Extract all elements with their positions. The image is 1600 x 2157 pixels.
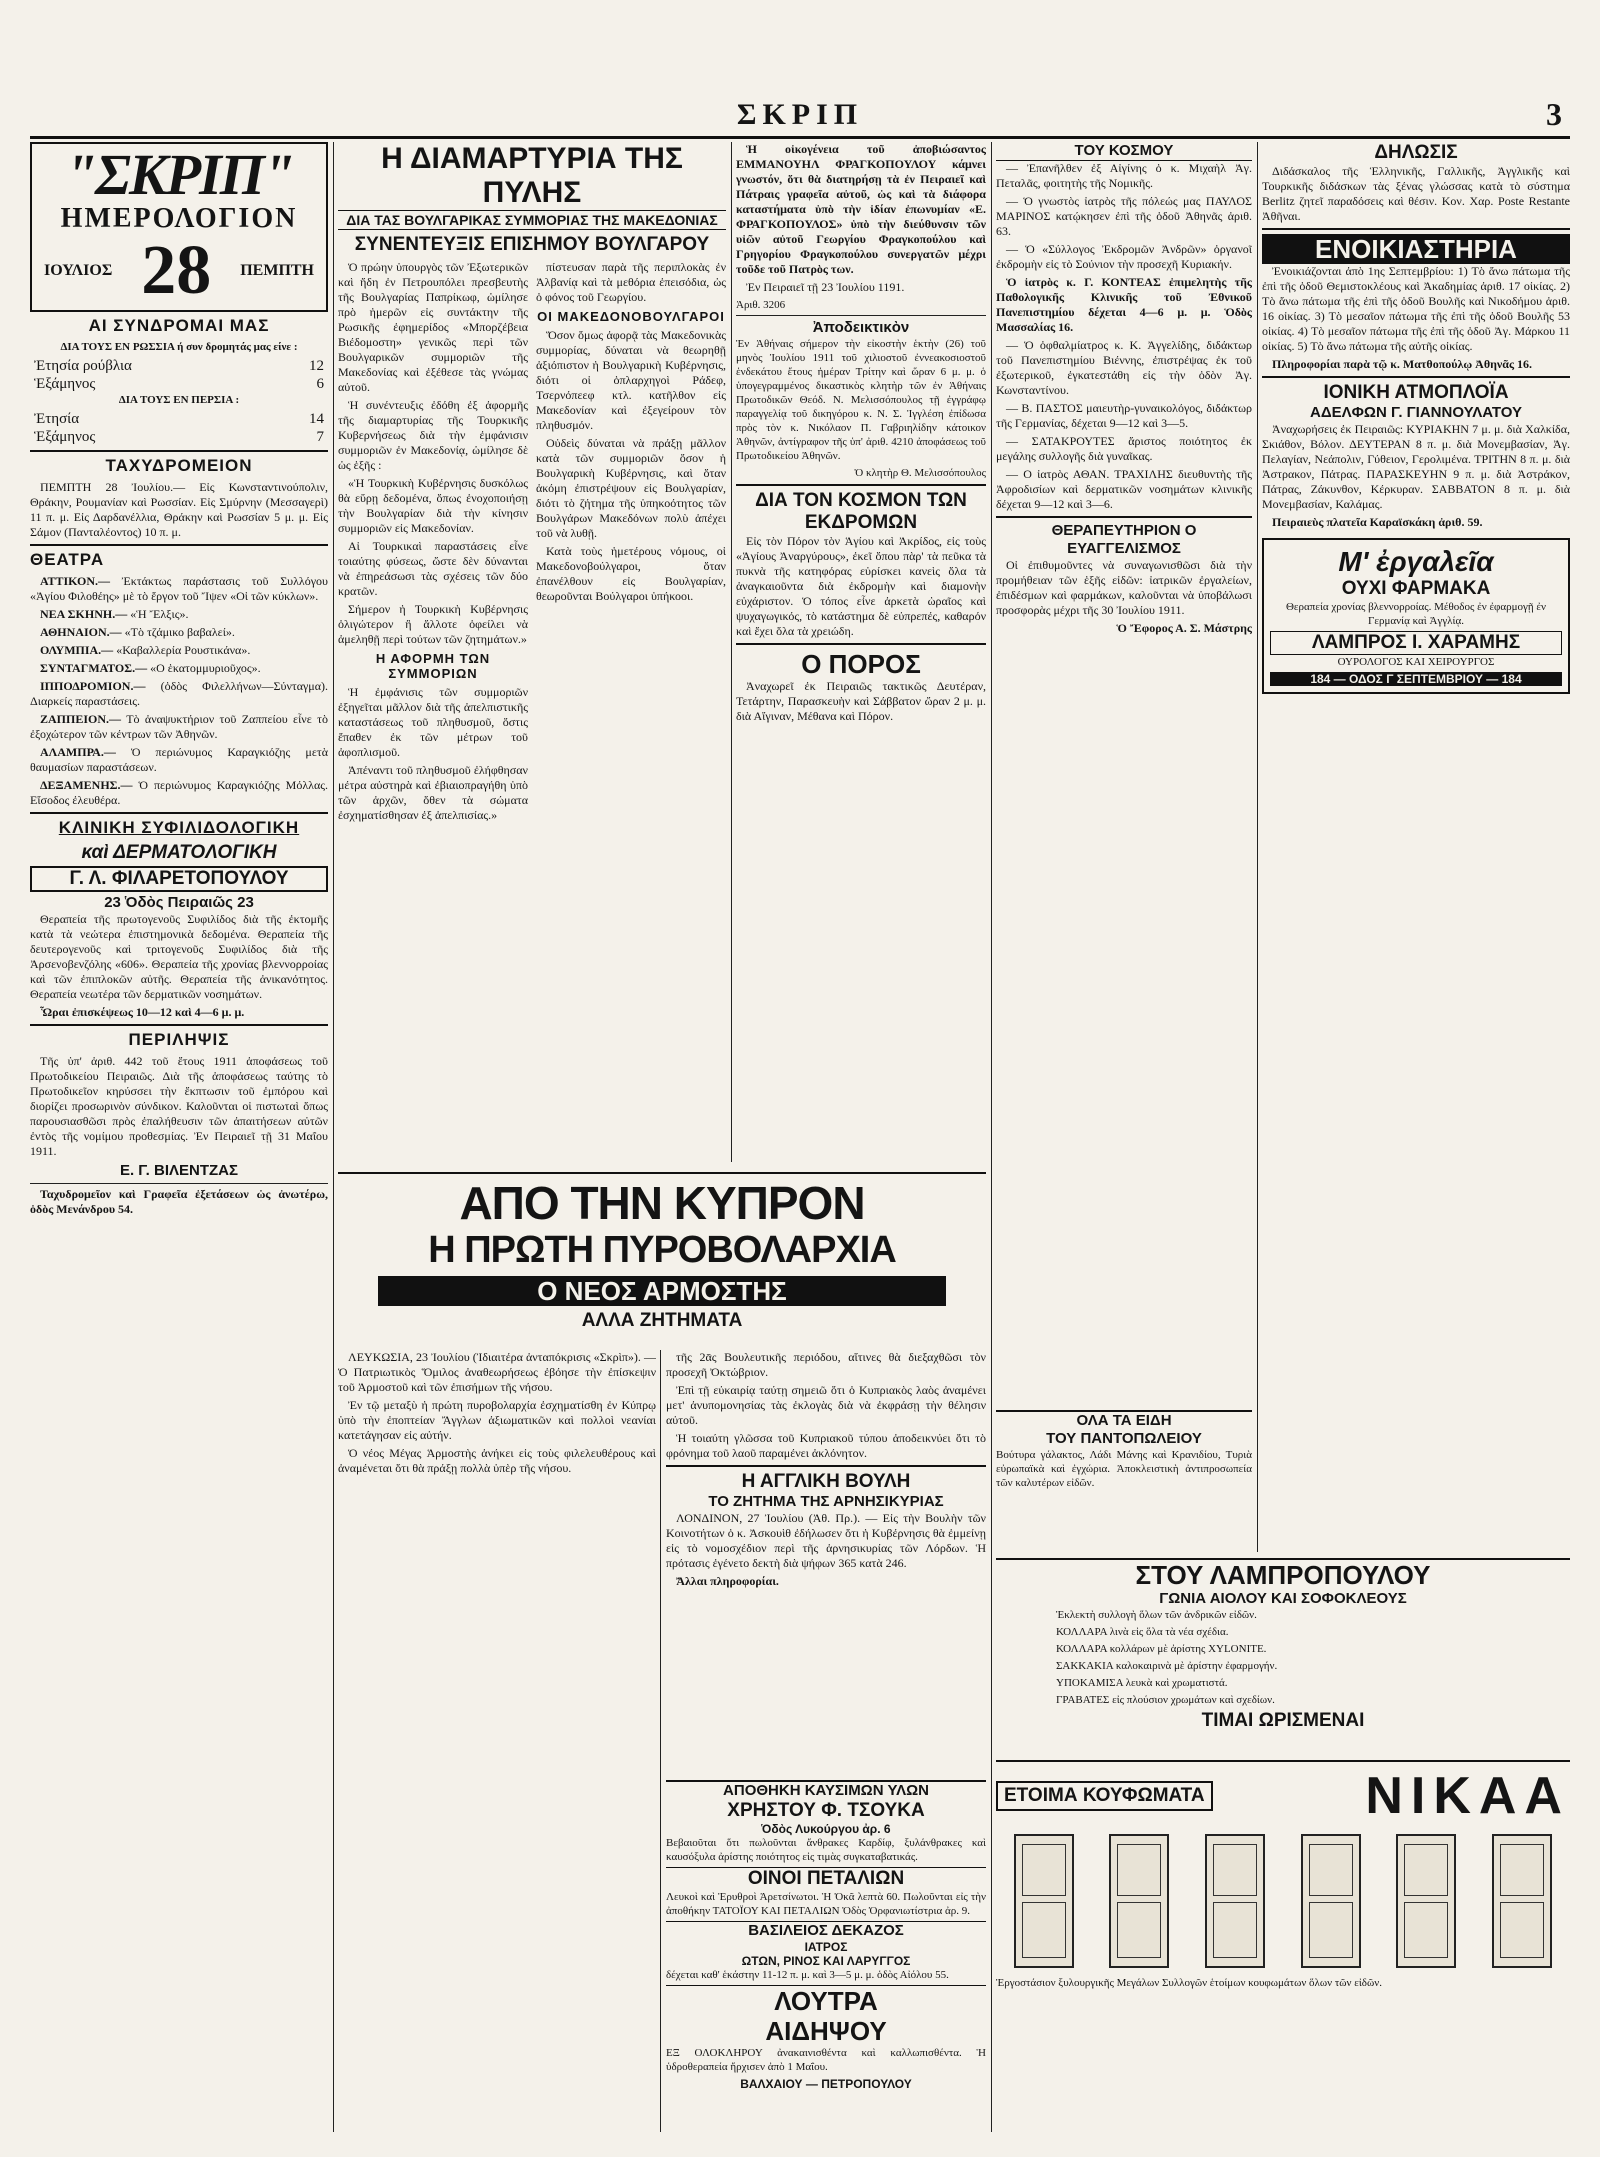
notice-title-col5: ΔΗΛΩΣΙΣ: [1374, 142, 1458, 163]
article-left: Ὁ πρώην ὑπουργὸς τῶν Ἐξωτερικῶν καὶ ἤδη ἐν Πετρουπόλει πρεσβευτὴς τῆς Βουλγαρίας Παπρίκωφ, ὡμίλησε πρὸ ἡμερῶν εἰς συντάκτην τῆς Ρωσικῆς ἐφημερίδος «Μπορζέβεια Βιέδομοστη» γενικῶς περὶ τῶν Βουλγαρικῶν συμμοριῶν τῆς Μακεδονίας καὶ ἐξέθεσε τὰς γνώμας αὐτοῦ. Ἡ συνέντευξις ἐδόθη ἐξ ἀφορμῆς τῆς διαμαρτυρίας τῆς Τουρκικῆς Κυβερνήσεως διὰ τὴν ἐμφάνισιν συμμοριῶν ἐν Μακεδονίᾳ, ὡμίλησε δὲ ὡς ἑξῆς : «Ἡ Τουρκικὴ Κυβέρνησις δυσκόλως θὰ εὕρῃ δεδομένα, ὅπως ἐνοχοποιήσῃ τὴν Βουλγαρίαν διὰ τὴν κίνησιν συμμοριῶν εἰς Μακεδονίαν. Αἱ Τουρκικαὶ παραστάσεις εἶνε τοιαύτης φύσεως, ὥστε δὲν δύνανται νὰ ἐπηρεάσωσι τὰς σχέσεις τῶν δύο κρατῶν. Σήμερον ἡ Τουρκικὴ Κυβέρνησις ὀλιγώτερον ἢ ἄλλοτε ὀφείλει νὰ ἀμεληθῇ περὶ τούτων τῶν ζητημάτων.» Η ΑΦΟΡΜΗ ΤΩΝ ΣΥΜΜΟΡΙΩΝ Ἡ ἐμφάνισις τῶν συμμοριῶν ἐξηγεῖται μᾶλλον διὰ τῆς ἀπελπιστικῆς καταστάσεως τοῦ πληθυσμοῦ, ὅστις ἔπαθεν ἐκ τῶν μέτρων τοῦ ἀφοπλισμοῦ. Ἀπέναντι τοῦ πληθυσμοῦ ἐλήφθησαν μέτρα αὐστηρὰ καὶ ἐβιαιοπραγήθη ὑπὸ τῶν ἀρχῶν, ὅθεν τὰ σώματα ἐσχηματίσθησαν ἐξ ἀπελπισίας.»: [338, 260, 528, 822]
calendar-masthead: [30, 142, 328, 312]
headline: Η ΔΙΑΜΑΡΤΥΡΙΑ ΤΗΣ ΠΥΛΗΣ: [381, 142, 683, 209]
notice-text: Τῆς ὑπ' ἀριθ. 442 τοῦ ἔτους 1911 ἀποφάσεως τοῦ Πρωτοδικείου Πειραιῶς. Διὰ τῆς ἀποφάσεως ταύτης τὸ Πρωτοδικεῖον κηρύσσει τὴν ἔκπτωσιν τοῦ ἐμπόρου καὶ διορίζει προσωρινὸν σύνδικον. Καλοῦνται οἱ πιστωταὶ ὅπως παρουσιασθῶσι πρὸς ἐπαλήθευσιν τῶν ἀπαιτήσεων αὐτῶν ἐντὸς τῆς νομίμου προθεσμίας. Ἐν Πειραιεῖ τῇ 31 Μαΐου 1911.: [30, 1054, 328, 1158]
uk-title: Η ΑΓΓΛΙΚΗ ΒΟΥΛΗ: [741, 1471, 911, 1492]
rate-row: Ἐτησία ρούβλια 12: [34, 358, 324, 374]
world-text: Εἰς τὸν Πόρον τὸν Ἁγίου καὶ Ἀκρίδος, εἰς τοὺς «Ἁγίους Ἀναργύρους», ἐκεῖ ὅπου πὰρ' τὰ πεῦκα τὰ πυκνὰ τῆς κατηφόρας εὑρίσκει κανεὶς ὅλα τὰ ἀναγκαιοῦντα διὰ ἐκδρομὴν καὶ διαμονὴν εὐχάριστον. Ὁ τόπος εἶνε ἀρκετὰ ὡραῖος καὶ ψυχαγωγικός, τὸ κατάστημα δὲ εὐπρεπές, καθαρόν καὶ ἔχει ὅλα τὰ χρειώδη.: [736, 534, 986, 638]
shop-title: ΣΤΟΥ ΛΑΜΠΡΟΠΟΥΛΟΥ: [996, 1558, 1570, 1590]
shop-subtitle: ΓΩΝΙΑ ΑΙΟΛΟΥ ΚΑΙ ΣΟΦΟΚΛΕΟΥΣ: [1159, 1590, 1407, 1607]
door-icon: [1109, 1834, 1169, 1968]
subheadline: ΔΙΑ ΤΑΣ ΒΟΥΛΓΑΡΙΚΑΣ ΣΥΜΜΟΡΙΑΣ ΤΗΣ ΜΑΚΕΔΟΝΙΑΣ: [338, 210, 726, 230]
all-items-sub: ΤΟΥ ΠΑΝΤΟΠΩΛΕΙΟΥ: [1046, 1430, 1202, 1447]
world-title: ΔΙΑ ΤΟΝ ΚΟΣΜΟΝ ΤΩΝ ΕΚΔΡΟΜΩΝ: [755, 490, 967, 533]
subhead-macedon: ΟΙ ΜΑΚΕΔΟΝΟΒΟΥΛΓΑΡΟΙ: [537, 309, 725, 324]
fuel-name: ΧΡΗΣΤΟΥ Φ. ΤΣΟΥΚΑ: [727, 1800, 925, 1821]
door-icon: [1492, 1834, 1552, 1968]
column-2: [338, 142, 726, 1162]
newspaper-title: ΣΚΡΙΠ: [736, 98, 864, 131]
clinic-subtitle: καὶ ΔΕΡΜΑΤΟΛΟΓΙΚΗ: [81, 842, 277, 863]
persia-line: ΔΙΑ ΤΟΥΣ ΕΝ ΠΕΡΣΙΑ :: [118, 394, 240, 406]
mid-ads: [666, 1780, 986, 2130]
page-header: [30, 96, 1570, 139]
russia-line: ΔΙΑ ΤΟΥΣ ΕΝ ΡΩΣΣΙΑ ή συν δρομητάς μας είνε :: [60, 341, 298, 353]
notice-title: ΠΕΡΙΛΗΨΙΣ: [128, 1030, 230, 1049]
wine-title: ΟΙΝΟΙ ΠΕΤΑΛΙΩΝ: [666, 1867, 986, 1890]
theatres-title: ΘΕΑΤΡΑ: [30, 550, 105, 569]
rent-title: ΕΝΟΙΚΙΑΣΤΗΡΙΑ: [1262, 234, 1570, 264]
clinic-doctor: Γ. Λ. ΦΙΛΑΡΕΤΟΠΟΥΛΟΥ: [30, 866, 328, 892]
cyprus-right: τῆς 2ᾱς Βουλευτικῆς περιόδου, αἵτινες θὰ διεξαχθῶσι τὸν προσεχῆ Ὀκτώβριον. Ἐπὶ τῇ εὐκαιρίᾳ ταύτῃ σημειῶ ὅτι ὁ Κυπριακὸς λαὸς ἀναμένει μετ' ἀνυπομονησίας τὰς ἐκλογὰς διὰ νὰ ἐκφράσῃ τὴν θέλησιν αὐτοῦ. Ἡ τοιαύτη γλῶσσα τοῦ Κυπριακοῦ τύπου ἀποδεικνύει ὅτι τὸ φρόνημα τοῦ λαοῦ παραμένει ἀκλόνητον. Η ΑΓΓΛΙΚΗ ΒΟΥΛΗ ΤΟ ΖΗΤΗΜΑ ΤΗΣ ΑΡΝΗΣΙΚΥΡΙΑΣ ΛΟΝΔΙΝΟΝ, 27 Ἰουλίου (Ἀθ. Πρ.). — Εἰς τὴν Βουλὴν τῶν Κοινοτήτων ὁ κ. Ἀσκουὶθ ἐδήλωσεν ὅτι ἡ Κυβέρνησις θὰ ἐμμείνῃ εἰς τὸ νομοσχέδιον περὶ τῆς ἀρνησικυρίας τῶν Λόρδων. Ἡ πρότασις ἐγένετο δεκτὴ διὰ ψήφων 365 κατὰ 246. Ἄλλαι πληροφορίαι.: [666, 1350, 986, 1588]
doctor-hours: δέχεται καθ' ἑκάστην 11-12 π. μ. καὶ 3—5 μ. μ. ὁδὸς Αἰόλου 55.: [666, 1969, 949, 1981]
doctor-sub: ΩΤΩΝ, ΡΙΝΟΣ ΚΑΙ ΛΑΡΥΓΓΟΣ: [741, 1954, 911, 1968]
subscriptions-title: ΑΙ ΣΥΝΔΡΟΜΑΙ ΜΑΣ: [88, 316, 270, 335]
doctor-name: ΒΑΣΙΛΕΙΟΣ ΔΕΚΑΖΟΣ: [666, 1921, 986, 1940]
uk-text: ΛΟΝΔΙΝΟΝ, 27 Ἰουλίου (Ἀθ. Πρ.). — Εἰς τὴν Βουλὴν τῶν Κοινοτήτων ὁ κ. Ἀσκουὶθ ἐδήλωσεν ὅτι ἡ Κυβέρνησις θὰ ἐμμείνῃ εἰς τὸ νομοσχέδιον περὶ τῆς ἀρνησικυρίας τῶν Λόρδων. Ἡ πρότασις ἐγένετο δεκτὴ διὰ ψήφων 365 κατὰ 246.: [666, 1511, 986, 1570]
interview-title: ΣΥΝΕΝΤΕΥΞΙΣ ΕΠΙΣΗΜΟΥ ΒΟΥΛΓΑΡΟΥ: [354, 234, 710, 255]
ergaleia-text: Θεραπεία χρονίας βλεννορροίας. Μέθοδος ἐν ἐφαρμογῇ ἐν Γερμανίᾳ καὶ Ἀγγλίᾳ.: [1285, 601, 1547, 627]
extract-sign: Ὁ κλητὴρ Θ. Μελισσόπουλος: [854, 467, 986, 479]
column-divider: [991, 142, 992, 2132]
rent-footer: Πληροφορίαι παρὰ τῷ κ. Ματθοπούλῳ Ἀθηνᾶς 16.: [1272, 357, 1533, 371]
poros-title: Ο ΠΟΡΟΣ: [801, 649, 921, 679]
column-divider: [1257, 142, 1258, 1552]
extract-text: Ἐν Ἀθήναις σήμερον τὴν εἰκοστὴν ἑκτὴν (26) τοῦ μηνὸς Ἰουλίου 1911 τοῦ χιλιοστοῦ ἐννεακοσιοστοῦ ἑνδεκάτου ἔτους ἡμέραν Τρίτην καὶ ὥραν 6 μ. μ. ὁ ὑπογεγραμμένος δικαστικὸς κλητὴρ τῶν ἐν Ἀθήναις Πρωτοδικῶν Θεόδ. Ν. Μελισσόπουλος τῇ ἐγγράφῳ παραγγελίᾳ τοῦ δικηγόρου κ. Ν. Σ. Ἰγγλέση ἐπίδωσα πρὸς τὸν κ. Νικόλαον Π. Γαβριηλίδην κάτοικον Ἀθηνῶν, ἀντίγραφον τῆς ὑπ' ἀριθ. 4210 ἀποφάσεως τοῦ Πρωτοδικείου Ἀθηνῶν.: [736, 338, 986, 462]
doors-ad: [996, 1760, 1570, 1993]
world-title-col4: ΤΟΥ ΚΟΣΜΟΥ: [996, 142, 1252, 161]
family-no: Ἀριθ. 3206: [736, 299, 786, 311]
ergaleia-sub: ΟΥΧΙ ΦΑΡΜΑΚΑ: [1341, 578, 1491, 599]
cyprus-headline-block: [338, 1168, 986, 1332]
column-1: [30, 142, 328, 2132]
doors-text: Ἐργοστάσιον ξυλουργικῆς Μεγάλων Συλλογῶν ἑτοίμων κουφωμάτων ὅλων τῶν εἰδῶν.: [996, 1977, 1382, 1989]
article-right: πίστευσαν παρὰ τῆς περιπλοκὰς ἐν Ἀλβανίᾳ καὶ τὰ μεθόρια ἐπεισόδια, ὡς ὁ φόνος τοῦ Γεωργίου. ΟΙ ΜΑΚΕΔΟΝΟΒΟΥΛΓΑΡΟΙ Ὅσον ὅμως ἀφορᾷ τὰς Μακεδονικὰς συμμορίας, δύναται νὰ θεωρηθῇ ἀξιόπιστον ἡ Βουλγαρικὴ Κυβέρνησις, διότι οἱ ὁπλαρχηγοὶ Ράδεφ, Τσερνόπεεφ κτλ. κατῆλθον εἰς Μακεδονίαν καὶ ἐξεγείρουν τὸν πληθυσμόν. Οὐδεὶς δύναται νὰ πράξῃ μᾶλλον κατὰ τῶν συμμοριῶν ὅσον ἡ Βουλγαρικὴ Κυβέρνησις, καὶ ὅταν ἀκόμη ἐπιστρέψουν εἰς Βουλγαρίαν, διότι τὸ ζήτημα τῆς ὑπηκοότητος τῶν Βουλγάρων Μακεδόνων πολὺ ἀπέχει τοῦ νὰ λυθῇ. Κατὰ τοὺς ἡμετέρους νόμους, οἱ Μακεδονοβούλγαροι, ὅταν ἐπανέλθουν εἰς Βουλγαρίαν, θεωροῦνται Βούλγαροι ὑπήκοοι.: [536, 260, 726, 603]
cyprus-sub3: ΑΛΛΑ ΖΗΤΗΜΑΤΑ: [581, 1310, 743, 1331]
fuel-title: ΑΠΟΘΗΚΗ ΚΑΥΣΙΜΩΝ ΥΛΩΝ: [666, 1780, 986, 1800]
uk-subtitle: ΤΟ ΖΗΤΗΜΑ ΤΗΣ ΑΡΝΗΣΙΚΥΡΙΑΣ: [708, 1493, 944, 1510]
small-ads: [996, 1410, 1252, 1550]
ergaleia-ad: [1262, 538, 1570, 694]
post-text: ΠΕΜΠΤΗ 28 Ἰουλίου.— Εἰς Κωνσταντινούπολιν, Θράκην, Ρουμανίαν καὶ Ρωσσίαν. Εἰς Σμύρνην (Μεσσαγερὶ) 11 π. μ. Εἰς Δαρδανέλλια, Θράκην καὶ Ρωσσίαν 5 μ. μ. Εἰς Σάμον (Πανταλέοντος) 10 π. μ.: [30, 480, 328, 539]
weekday: ΠΕΜΠΤΗ: [240, 262, 314, 279]
doctor-role: ΙΑΤΡΟΣ: [804, 1940, 848, 1954]
cyprus-subheadline: Η ΠΡΩΤΗ ΠΥΡΟΒΟΛΑΡΧΙΑ: [428, 1229, 896, 1271]
shipping-footer: Πειραιεὺς πλατεῖα Καραϊσκάκη ἀριθ. 59.: [1272, 515, 1483, 529]
clinic2-title: ΘΕΡΑΠΕΥΤΗΡΙΟΝ Ο ΕΥΑΓΓΕΛΙΣΜΟΣ: [1051, 522, 1197, 557]
all-items-title: ΟΛΑ ΤΑ ΕΙΔΗ: [996, 1410, 1252, 1430]
shop-prices: ΤΙΜΑΙ ΩΡΙΣΜΕΝΑΙ: [1201, 1710, 1365, 1731]
shop-lines: Ἐκλεκτὴ συλλογὴ ὅλων τῶν ἀνδρικῶν εἰδῶν. ΚΟΛΛΑΡΑ λινὰ εἰς ὅλα τὰ νέα σχέδια. ΚΟΛΛΑΡΑ κολλάρων μὲ ἀρίστης XYLONITE. ΣΑΚΚΑΚΙΑ καλοκαιρινὰ μὲ ἀρίστην ἐφαρμογήν. ΥΠΟΚΑΜΙΣΑ λευκὰ καὶ χρωματιστά. ΓΡΑΒΑΤΕΣ εἰς πλούσιον χρωμάτων καὶ σχεδίων.: [1056, 1609, 1278, 1706]
ergaleia-role: ΟΥΡΟΛΟΓΟΣ ΚΑΙ ΧΕΙΡΟΥΡΓΟΣ: [1337, 656, 1495, 668]
clinic-text: Θεραπεία τῆς πρωτογενοῦς Συφιλίδος διὰ τῆς ἐκτομῆς κατὰ τὰ νεώτερα ἐπιστημονικὰ δεδομένα. Θεραπεία τῆς δευτερογενοῦς καὶ τριτογενοῦς Συφιλίδος διὰ τῆς Ἀρσενοβενζόλης «606». Θεραπεία τῆς χρονίας βλεννορροίας καὶ τῶν ἐπιπλοκῶν αὐτῆς. Θεραπεία τῆς ἀνικανότητος. Θεραπεία νεωτέρα τῶν δερματικῶν νοσημάτων.: [30, 912, 328, 1001]
ergaleia-address: 184 — ΟΔΟΣ Γ ΣΕΠΤΕΜΒΡΙΟΥ — 184: [1270, 672, 1562, 686]
bath-sub: ΑΙΔΗΨΟΥ: [765, 2016, 887, 2046]
column-divider: [731, 142, 732, 1162]
column-divider: [333, 142, 334, 2132]
page-number: 3: [1546, 96, 1562, 132]
shipping-title: ΙΟΝΙΚΗ ΑΤΜΟΠΛΟΪΑ: [1323, 382, 1509, 403]
rent-text: Ἐνοικιάζονται ἀπὸ 1ης Σεπτεμβρίου: 1) Τὸ ἄνω πάτωμα τῆς ἐπὶ τῆς ὁδοῦ Θεμιστοκλέους καὶ Ἀκαδημίας ἀριθ. 17 οἰκίας. 2) Τὸ ἄνω πάτωμα τῆς ἐπὶ τῆς ὁδοῦ Βουλῆς καὶ Νικοδήμου ἀριθ. 16 οἰκίας. 3) Τὸ μεσαῖον πάτωμα τῆς ἐπὶ τῆς ὁδοῦ Βουλῆς 53 οἰκίας. 4) Τὸ μεσαῖον πάτωμα τῆς ἐπὶ τῆς ὁδοῦ Ἀγ. Μάρκου 11 οἰκίας. 5) Τὸ ἄνω πάτωμα τῆς αὐτῆς οἰκίας.: [1262, 264, 1570, 353]
clinic-address: 23 Ὁδὸς Πειραιῶς 23: [104, 894, 254, 911]
theatres-list: ΑΤΤΙΚΟΝ.— Ἐκτάκτως παράστασις τοῦ Συλλόγου «Ἀγίου Φιλοθέης» μὲ τὸ ἔργον τοῦ Ἴψεν «Οἱ τῶν κύκλων». ΝΕΑ ΣΚΗΝΗ.— «Ἡ Ἔλξις». ΑΘΗΝΑΙΟΝ.— «Τὸ τζάμικο βαβαλεί». ΟΛΥΜΠΙΑ.— «Καβαλλερία Ρουστικάνα». ΣΥΝΤΑΓΜΑΤΟΣ.— «Ο ἑκατομμυριοῦχος». ΙΠΠΟΔΡΟΜΙΟΝ.— (ὁδὸς Φιλελλήνων—Σύνταγμα). Διαρκείς παραστάσεις. ΖΑΠΠΕΙΟΝ.— Τὸ ἀναψυκτήριον τοῦ Ζαππείου εἶνε τὸ ἐξοχώτερον τῶν κέντρων τῶν Ἀθηνῶν. ΑΛΑΜΠΡΑ.— Ὁ περιώνυμος Καραγκιόζης μετὰ θαυμασίων παραστάσεων. ΔΕΞΑΜΕΝΗΣ.— Ὁ περιώνυμος Καραγκιόζης Μόλλας. Εἴσοδος ἐλευθέρα.: [30, 574, 328, 807]
notice-sign: Ε. Γ. ΒΙΛΕΝΤΖΑΣ: [119, 1162, 239, 1179]
masthead-title: "ΣΚΡΙΠ": [64, 142, 294, 207]
column-5: [1262, 142, 1570, 1552]
extract-title: Ἀποδεικτικὸν: [812, 319, 910, 336]
post-title: ΤΑΧΥΔΡΟΜΕΙΟΝ: [105, 456, 253, 475]
column-4: ΤΟΥ ΚΟΣΜΟΥ — Ἐπανῆλθεν ἐξ Αἰγίνης ὁ κ. Μιχαὴλ Ἀγ. Πεταλᾶς, φοιτητὴς τῆς Νομικῆς. — Ὁ γνωστὸς ἰατρὸς τῆς πόλεώς μας ΠΑΥΛΟΣ ΜΑΡΙΝΟΣ κατῴκησεν ἐπὶ τῆς ὁδοῦ Ἀθηνᾶς ἀριθ. 63. — Ὁ «Σύλλογος Ἐκδρομῶν Ἀνδρῶν» ὀργανοῖ ἐκδρομὴν εἰς τὸ Σούνιον τὴν προσεχῆ Κυριακήν. Ὁ ἰατρὸς κ. Γ. ΚΟΝΤΕΑΣ ἐπιμελητὴς τῆς Παθολογικῆς Κλινικῆς τοῦ Ἐθνικοῦ Πανεπιστημίου δέχεται 4—6 μ. μ. Ὁδὸς Μασσαλίας 16. — Ὁ ὀφθαλμίατρος κ. Κ. Ἀγγελίδης, διδάκτωρ τοῦ Πανεπιστημίου Βιέννης, ἐπιστρέψας ἐκ τοῦ ἐξωτερικοῦ, ἐγκατεστάθη εἰς τὴν ὁδὸν Ἀγ. Κωνσταντίνου. — Β. ΠΑΣΤΟΣ μαιευτὴρ-γυναικολόγος, διδάκτωρ τῆς Γερμανίας, δέχεται 9—12 καὶ 3—5. — ΣΑΤΑΚΡΟΥΤΕΣ ἄριστος ποιότητος ἐκ μεγάλης συλλογῆς διὰ γυναῖκας. — Ο ἰατρὸς ΑΘΑΝ. ΤΡΑΧΙΛΗΣ διευθυντὴς τῆς Ἀφροδισίων καὶ δερματικῶν νοσημάτων κλινικῆς δέχεται 9—12 καὶ 3—6. ΘΕΡΑΠΕΥΤΗΡΙΟΝ Ο ΕΥΑΓΓΕΛΙΣΜΟΣ Οἱ ἐπιθυμοῦντες νὰ συναγωνισθῶσι διὰ τὴν προμήθειαν τῶν ἑξῆς εἰδῶν: ἰατρικῶν ἐργαλείων, ἐπιδέσμων καὶ φαρμάκων, καλοῦνται νὰ ὑποβάλωσι προσφορὰς μέχρι τῆς 30 Ἰουλίου 1911. Ὁ Ἔφορος Α. Σ. Μάστρης: [996, 142, 1252, 635]
door-icon: [1205, 1834, 1265, 1968]
subhead-bands: Η ΑΦΟΡΜΗ ΤΩΝ ΣΥΜΜΟΡΙΩΝ: [375, 651, 491, 681]
uk-footer: Ἄλλαι πληροφορίαι.: [676, 1574, 779, 1588]
rate-row: Ἑξάμηνος 6: [34, 376, 324, 392]
ergaleia-title: Μ' ἐργαλεῖα: [1338, 546, 1494, 577]
masthead-subtitle: ΗΜΕΡΟΛΟΓΙΟΝ: [60, 203, 298, 234]
cyprus-headline: ΑΠΟ ΤΗΝ ΚΥΠΡΟΝ: [459, 1177, 865, 1229]
column-divider: [660, 1350, 661, 2132]
family-notice: Ἡ οἰκογένεια τοῦ ἀποβιώσαντος ΕΜΜΑΝΟΥΗΛ ΦΡΑΓΚΟΠΟΥΛΟΥ κάμνει γνωστόν, ὅτι θὰ διατηρήσῃ τὰ ἐν Πειραιεῖ καὶ Πάτραις γραφεῖα αὐτοῦ, ὡς καὶ τὰ διάφορα καταστήματα ὑπὸ τὴν ἰδίαν ἐπωνυμίαν «Ε. ΦΡΑΓΚΟΠΟΥΛΟΣ» ὑπὸ τὴν διεύθυνσιν τῶν υἱῶν αὐτοῦ Γεωργίου Φραγκοπούλου καὶ Γρηγορίου Φραγκοπούλου συνεργατῶν μέχρι τοῦδε τοῦ Πατρὸς των.: [736, 142, 986, 276]
bath-contact: ΒΑΛΧΑΙΟΥ — ΠΕΤΡΟΠΟΥΛΟΥ: [740, 2077, 912, 2091]
article-columns: [338, 260, 726, 826]
clinic-hours: Ὧραι ἐπισκέψεως 10—12 καὶ 4—6 μ. μ.: [40, 1005, 245, 1019]
bath-title: ΛΟΥΤΡΑ: [666, 1985, 986, 2016]
door-icon: [1301, 1834, 1361, 1968]
clinic2-sign: Ὁ Ἔφορος Α. Σ. Μάστρης: [1116, 621, 1252, 635]
door-icon: [1396, 1834, 1456, 1968]
date-row: [36, 234, 322, 308]
cyprus-sub2: Ο ΝΕΟΣ ΑΡΜΟΣΤΗΣ: [378, 1276, 946, 1306]
door-icon: [1014, 1834, 1074, 1968]
ergaleia-name: ΛΑΜΠΡΟΣ Ι. ΧΑΡΑΜΗΣ: [1270, 631, 1562, 655]
clinic2-text: Οἱ ἐπιθυμοῦντες νὰ συναγωνισθῶσι διὰ τὴν προμήθειαν τῶν ἑξῆς εἰδῶν: ἰατρικῶν ἐργαλείων, ἐπιδέσμων καὶ φαρμάκων, καλοῦνται νὰ ὑποβάλωσι προσφορὰς μέχρι τῆς 30 Ἰουλίου 1911.: [996, 558, 1252, 617]
bath-text: ΕΞ ΟΛΟΚΛΗΡΟΥ ἀνακαινισθέντα καὶ καλλωπισθέντα. Ἡ ὑδροθεραπεία ἤρχισεν ἀπὸ 1 Μαΐου.: [666, 2047, 986, 2073]
day-number: 28: [141, 232, 212, 309]
family-date: Ἐν Πειραιεῖ τῇ 23 Ἰουλίου 1191.: [746, 280, 905, 294]
lampropoulos-ad: [996, 1558, 1570, 1732]
notice-text-col5: Διδάσκαλος τῆς Ἑλληνικῆς, Γαλλικῆς, Ἀγγλικῆς καὶ Τουρκικῆς διδάσκων τὰς ξένας γλώσσας κατὰ τὸ σύστημα Berlitz ζητεῖ παραδόσεις καὶ θέσιν. Κον. Χαρ. Poste Restante Ἀθῆναι.: [1262, 164, 1570, 223]
nika-brand: ΝΙΚΑΑ: [1365, 1767, 1570, 1825]
rate-row: Ἑξάμηνος 7: [34, 429, 324, 445]
poros-text: Ἀναχωρεῖ ἐκ Πειραιῶς τακτικῶς Δευτέραν, Τετάρτην, Παρασκευὴν καὶ Σάββατον ὥραν 2 μ. μ. διὰ Αἴγιναν, Μέθανα καὶ Πόρον.: [736, 679, 986, 723]
fuel-address: Ὁδὸς Λυκούργου ἀρ. 6: [761, 1822, 891, 1836]
wine-text: Λευκοὶ καὶ Ἐρυθροὶ Ἀρετσίνωτοι. Ἡ Ὀκᾶ λεπτὰ 60. Πωλοῦνται εἰς τὴν ἀποθήκην ΤΑΤΟΪΟΥ ΚΑΙ ΠΕΤΑΛΙΩΝ Ὁδὸς Ὀρφανιωτίστρια ἀρ. 9.: [666, 1891, 986, 1917]
doors-title: ΕΤΟΙΜΑ ΚΟΥΦΩΜΑΤΑ: [996, 1781, 1213, 1811]
cyprus-left: ΛΕΥΚΩΣΙΑ, 23 Ἰουλίου (Ἰδιαιτέρα ἀνταπόκρισις «Σκρὶπ»). — Ὁ Πατριωτικὸς Ὅμιλος ἀναθεωρήσεως ἐβόησε τὴν ἐπίσκεψιν τοῦ Ἀρμοστοῦ καὶ τῶν ἐπισήμων τῆς νήσου. Ἐν τῷ μεταξὺ ἡ πρώτη πυροβολαρχία ἐσχηματίσθη ἐν Κύπρῳ ὑπὸ τὴν ἐποπτείαν Ἄγγλων ἀξιωματικῶν καὶ πολλοὶ νεανίαι κατετάγησαν εἰς αὐτήν. Ὁ νέος Μέγας Ἁρμοστὴς ἀνήκει εἰς τοὺς φιλελευθέρους καὶ ἀναμένεται ὅτι θὰ πράξῃ πολλὰ ὑπὲρ τῆς νήσου.: [338, 1350, 656, 1475]
column-3: [736, 142, 986, 1162]
shipping-text: Ἀναχωρήσεις ἐκ Πειραιῶς: ΚΥΡΙΑΚΗΝ 7 μ. μ. διὰ Χαλκίδα, Σκιάθον, Βόλον. ΔΕΥΤΕΡΑΝ 8 π. μ. διὰ Μονεμβασίαν, Ἀγ. Πελαγίαν, Νεάπολιν, Γύθειον, Γερολιμένα. ΤΡΙΤΗΝ 8 π. μ. διὰ Ἀστρακον, Πάτρας. ΠΑΡΑΣΚΕΥΗΝ 9 π. μ. διὰ Ἀστράκον, Πάτρας, Ζάκυνθον, Κέρκυραν. ΣΑΒΒΑΤΟΝ 8 π. μ. διὰ Μονεμβασίαν, Καλάμας.: [1262, 422, 1570, 511]
ads-top: [736, 1030, 986, 1130]
notice-footer: Ταχυδρομεῖον καὶ Γραφεῖα ἐξετάσεων ὡς ἀνωτέρω, ὁδὸς Μενάνδρου 54.: [30, 1187, 328, 1216]
all-items-text: Βούτυρα γάλακτος, Λάδι Μάνης καὶ Κρανιδίου, Τυριὰ εὐρωπαϊκὰ καὶ ἐγχώρια. Ἀποκλειστικὴ ἀντιπροσωπεία τῶν καλυτέρων εἰδῶν.: [996, 1449, 1252, 1489]
shipping-subtitle: ΑΔΕΛΦΩΝ Γ. ΓΙΑΝΝΟΥΛΑΤΟΥ: [1310, 404, 1522, 421]
rate-row: Ἐτησία 14: [34, 411, 324, 427]
clinic-title: ΚΛΙΝΙΚΗ ΣΥΦΙΛΙΔΟΛΟΓΙΚΗ: [58, 818, 300, 837]
fuel-text: Βεβαιοῦται ὅτι πωλοῦνται ἄνθρακες Καρδίφ, ξυλάνθρακες καὶ καυσόξυλα ἀρίστης ποιότητος εἰς τιμὰς συγκαταβατικάς.: [666, 1837, 986, 1863]
door-illustrations: [996, 1834, 1570, 1968]
month: ΙΟΥΛΙΟΣ: [44, 262, 113, 279]
